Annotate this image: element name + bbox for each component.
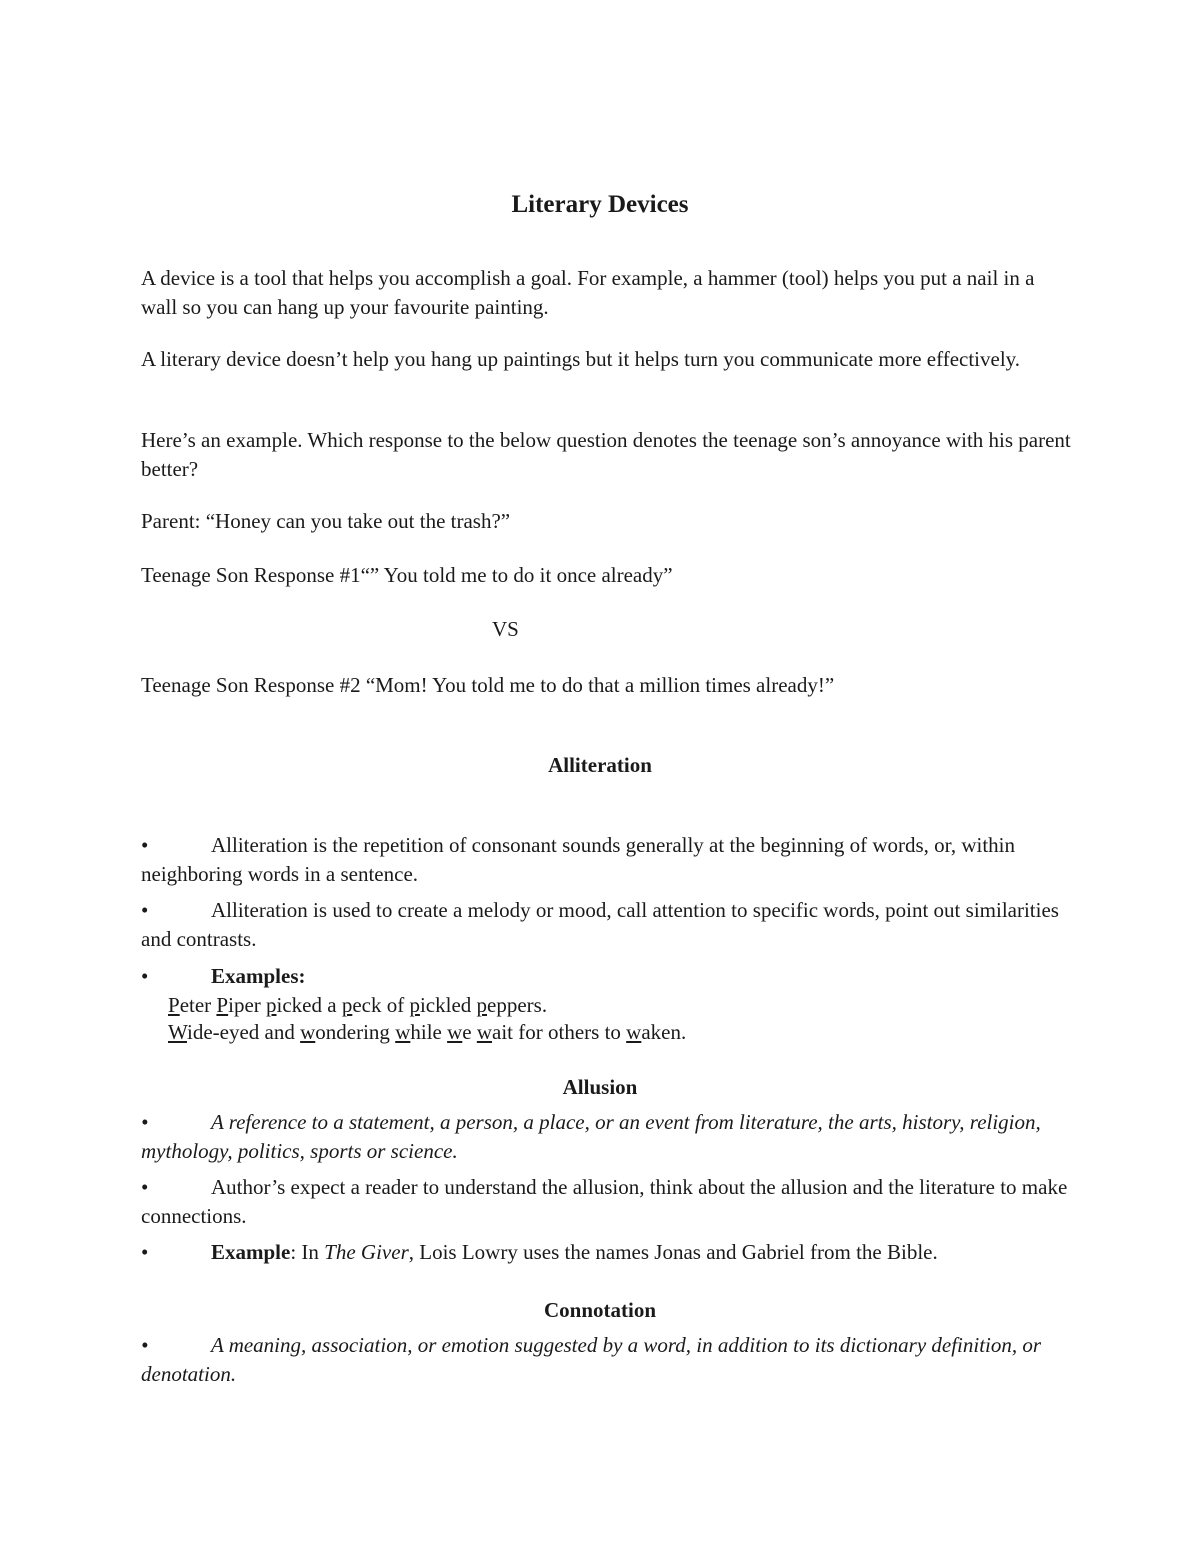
- vs-label: VS: [492, 617, 519, 641]
- connotation-bullet-1-text: A meaning, association, or emotion suggested by a word, in addition to its dictionary definition, or denotation.: [141, 1333, 1042, 1386]
- example-text: icked a: [276, 993, 342, 1017]
- underlined-letter: w: [447, 1020, 463, 1044]
- bullet-dot: •: [141, 898, 149, 922]
- example-text: aken.: [641, 1020, 687, 1044]
- alliteration-bullet-2: [141, 896, 1071, 954]
- alliteration-bullet-1-text: Alliteration is the repetition of consonant sounds generally at the beginning of words, or, within neighboring words in a sentence.: [141, 833, 1015, 886]
- alliteration-bullet-2-text: Alliteration is used to create a melody or mood, call attention to specific words, point out similarities and contrasts.: [141, 898, 1059, 951]
- allusion-bullet-1: [141, 1108, 1071, 1166]
- example-text: hile: [410, 1020, 448, 1044]
- bullet-dot: •: [141, 964, 149, 988]
- underlined-letter: W: [168, 1020, 187, 1044]
- example-text: eppers.: [487, 993, 548, 1017]
- alliteration-heading: Alliteration: [548, 753, 652, 777]
- allusion-bullet-2-text: Author’s expect a reader to understand the allusion, think about the allusion and the literature to make connections.: [141, 1175, 1068, 1228]
- allusion-bullet-2: [141, 1173, 1071, 1231]
- examples-label: Examples:: [211, 964, 306, 988]
- example-text: ait for others to: [492, 1020, 627, 1044]
- underlined-letter: p: [409, 993, 420, 1017]
- example-label: Example: [211, 1240, 291, 1264]
- example-text: ondering: [315, 1020, 396, 1044]
- book-title: The Giver: [324, 1240, 409, 1264]
- parent-line: Parent: “Honey can you take out the trash?”: [141, 509, 511, 533]
- alliteration-example-2: [168, 1019, 686, 1046]
- alliteration-bullet-1: [141, 831, 1071, 889]
- allusion-bullet-1-text: A reference to a statement, a person, a place, or an event from literature, the arts, history, religion, mythology, politics, sports or science.: [141, 1110, 1041, 1163]
- allusion-heading: Allusion: [562, 1075, 638, 1099]
- intro-paragraph-3: Here’s an example. Which response to the below question denotes the teenage son’s annoyance with his parent better?: [141, 428, 1071, 481]
- allusion-example-bullet: [141, 1238, 1071, 1267]
- response-1: Teenage Son Response #1“” You told me to do it once already”: [141, 563, 673, 587]
- bullet-dot: •: [141, 833, 149, 857]
- underlined-letter: P: [216, 993, 229, 1017]
- example-text: , Lois Lowry uses the names Jonas and Gabriel from the Bible.: [408, 1240, 938, 1264]
- underlined-letter: w: [395, 1020, 411, 1044]
- example-text: ide-eyed and: [186, 1020, 301, 1044]
- bullet-dot: •: [141, 1240, 149, 1264]
- example-text: eter: [179, 993, 217, 1017]
- underlined-letter: p: [266, 993, 277, 1017]
- connotation-heading: Connotation: [543, 1298, 657, 1322]
- example-text: e: [462, 1020, 477, 1044]
- bullet-dot: •: [141, 1333, 149, 1357]
- document-title: Literary Devices: [511, 191, 689, 218]
- example-text: : In: [290, 1240, 325, 1264]
- underlined-letter: p: [341, 993, 353, 1017]
- example-text: iper: [228, 993, 267, 1017]
- alliteration-examples-bullet: [141, 962, 1071, 991]
- alliteration-example-1: [168, 992, 547, 1019]
- underlined-letter: w: [476, 1020, 493, 1044]
- example-text: eck of: [352, 993, 410, 1017]
- example-text: ickled: [419, 993, 477, 1017]
- intro-paragraph-1: A device is a tool that helps you accomplish a goal. For example, a hammer (tool) helps you put a nail in a wall so you can hang up your favourite painting.: [141, 266, 1035, 319]
- response-2: Teenage Son Response #2 “Mom! You told me to do that a million times already!”: [141, 673, 835, 697]
- underlined-letter: p: [476, 993, 488, 1017]
- underlined-letter: P: [168, 993, 180, 1017]
- connotation-bullet-1: [141, 1331, 1071, 1389]
- bullet-dot: •: [141, 1110, 149, 1134]
- underlined-letter: w: [626, 1020, 642, 1044]
- bullet-dot: •: [141, 1175, 149, 1199]
- intro-paragraph-2: A literary device doesn’t help you hang up paintings but it helps turn you communicate more effectively.: [141, 347, 1021, 371]
- underlined-letter: w: [300, 1020, 316, 1044]
